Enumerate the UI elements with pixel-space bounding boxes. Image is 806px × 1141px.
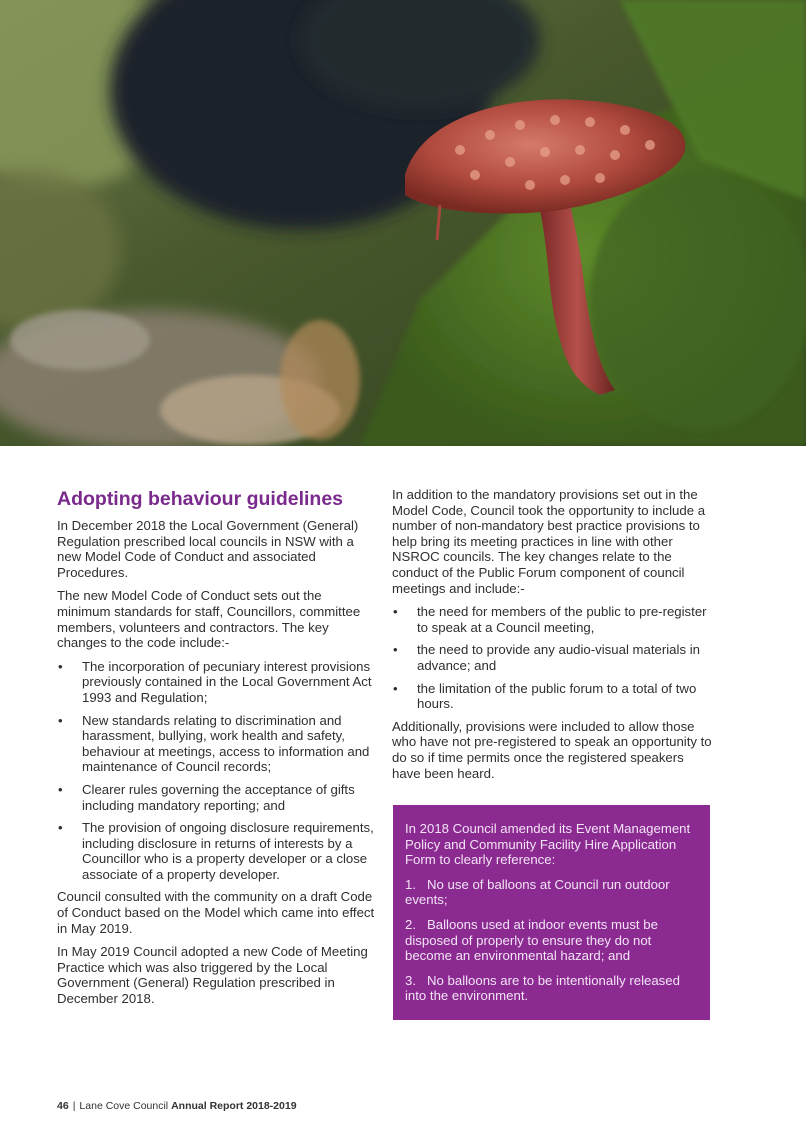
- callout-intro: In 2018 Council amended its Event Management Policy and Community Facility Hire Application Form to clearly reference:: [405, 821, 691, 868]
- key-changes-list: [57, 659, 375, 883]
- list-item: • Clearer rules governing the acceptance of gifts including mandatory reporting; and: [58, 781, 355, 813]
- list-item: • The provision of ongoing disclosure requirements, including disclosure in returns of interests by a Councillor who is a property developer or a close associate of a property developer.: [58, 820, 374, 882]
- public-forum-list: [392, 604, 714, 712]
- bullet-icon: •: [393, 604, 398, 620]
- list-item: • the limitation of the public forum to a total of two hours.: [393, 680, 697, 712]
- footer-title: Annual Report 2018-2019: [171, 1100, 297, 1112]
- bullet-icon: •: [58, 712, 63, 728]
- paragraph: In May 2019 Council adopted a new Code of Meeting Practice which was also triggered by the Local Government (General) Regulation prescribed in December 2018.: [57, 944, 368, 1007]
- bullet-icon: •: [393, 680, 398, 696]
- bullet-icon: •: [58, 658, 63, 674]
- section-heading: Adopting behaviour guidelines: [57, 488, 344, 510]
- list-item: • New standards relating to discrimination and harassment, bullying, work health and safety, behaviour at meetings, access to information and maintenance of Council records;: [58, 712, 370, 775]
- balloon-policy-callout: [393, 805, 710, 1020]
- footer-separator: |: [72, 1100, 76, 1112]
- callout-item: 2. Balloons used at indoor events must be disposed of properly to ensure they do not become an environmental hazard; and: [405, 916, 658, 964]
- fungus-illustration: [0, 0, 806, 446]
- page-footer: [57, 1100, 297, 1112]
- list-item: • the need for members of the public to pre-register to speak at a Council meeting,: [393, 604, 707, 635]
- footer-org: Lane Cove Council: [79, 1100, 169, 1112]
- bullet-icon: •: [58, 781, 63, 797]
- paragraph: The new Model Code of Conduct sets out the minimum standards for staff, Councillors, committee members, volunteers and contractors. The key changes to the code include:-: [57, 588, 361, 651]
- right-column: [392, 487, 714, 789]
- list-item: • the need to provide any audio-visual materials in advance; and: [393, 642, 700, 673]
- callout-item: 1. No use of balloons at Council run outdoor events;: [405, 876, 670, 908]
- bullet-icon: •: [58, 820, 63, 836]
- list-item: • The incorporation of pecuniary interest provisions previously contained in the Local Government Act 1993 and Regulation;: [58, 658, 372, 705]
- callout-item: 3. No balloons are to be intentionally released into the environment.: [405, 972, 680, 1004]
- paragraph: In December 2018 the Local Government (General) Regulation prescribed local councils in NSW with a new Model Code of Conduct and associated Procedures.: [57, 518, 359, 580]
- bullet-icon: •: [393, 642, 398, 658]
- paragraph: In addition to the mandatory provisions set out in the Model Code, Council took the opportunity to include a number of non-mandatory best practice provisions to help bring its meeting practices in line with other NSROC councils. The key changes relate to the conduct of the Public Forum component of council meetings and include:-: [392, 487, 706, 596]
- paragraph: Council consulted with the community on a draft Code of Conduct based on the Model which came into effect in May 2019.: [57, 889, 375, 936]
- hero-photo: [0, 0, 806, 446]
- page-number: 46: [57, 1100, 69, 1112]
- left-column: [57, 487, 375, 1015]
- paragraph: Additionally, provisions were included to allow those who have not pre-registered to speak an opportunity to do so if time permits once the registered speakers have been heard.: [392, 718, 712, 781]
